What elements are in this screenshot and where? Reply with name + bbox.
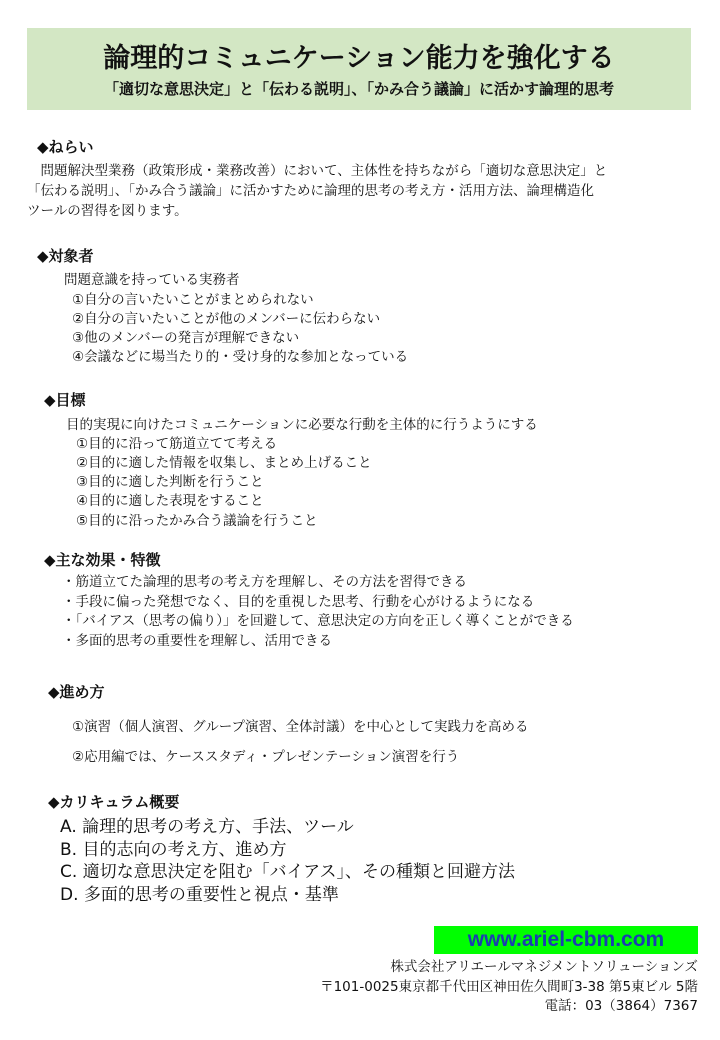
target-item: ①自分の言いたいことがまとめられない bbox=[72, 292, 314, 308]
goal-item: ⑤目的に沿ったかみ合う議論を行うこと bbox=[76, 513, 318, 529]
goal-intro: 目的実現に向けたコミュニケーションに必要な行動を主体的に行うようにする bbox=[66, 417, 538, 433]
goal-item: ③目的に適した判断を行うこと bbox=[76, 474, 264, 490]
aim-line-1: 問題解決型業務（政策形成・業務改善）において、主体性を持ちながら「適切な意思決定」と bbox=[27, 163, 608, 179]
company-address: 〒101-0025東京都千代田区神田佐久間町3-38 第5東ビル 5階 bbox=[320, 979, 698, 995]
effects-item: ・手段に偏った発想でなく、目的を重視した思考、行動を心がけるようになる bbox=[62, 594, 535, 610]
target-item: ②自分の言いたいことが他のメンバーに伝わらない bbox=[72, 311, 381, 327]
curriculum-item: B. 目的志向の考え方、進め方 bbox=[60, 840, 287, 860]
method-item: ①演習（個人演習、グループ演習、全体討議）を中心として実践力を高める bbox=[72, 719, 529, 735]
goal-item: ①目的に沿って筋道立てて考える bbox=[76, 436, 278, 452]
curriculum-heading: ◆カリキュラム概要 bbox=[48, 793, 180, 811]
goal-item: ②目的に適した情報を収集し、まとめ上げること bbox=[76, 455, 372, 471]
aim-line-3: ツールの習得を図ります。 bbox=[27, 203, 188, 219]
effects-heading: ◆主な効果・特徴 bbox=[44, 551, 161, 569]
website-link[interactable]: www.ariel-cbm.com bbox=[434, 926, 698, 954]
company-name: 株式会社アリエールマネジメントソリューションズ bbox=[390, 959, 698, 975]
target-heading: ◆対象者 bbox=[37, 247, 94, 265]
effects-item: ・「バイアス（思考の偏り）」を回避して、意思決定の方向を正しく導くことができる bbox=[62, 613, 574, 629]
method-heading: ◆進め方 bbox=[48, 683, 105, 701]
curriculum-item: A. 論理的思考の考え方、手法、ツール bbox=[60, 817, 354, 837]
effects-item: ・筋道立てた論理的思考の考え方を理解し、その方法を習得できる bbox=[62, 574, 467, 590]
page-title: 論理的コミュニケーション能力を強化する bbox=[103, 43, 615, 74]
curriculum-item: D. 多面的思考の重要性と視点・基準 bbox=[60, 885, 339, 905]
aim-heading: ◆ねらい bbox=[37, 138, 94, 156]
target-item: ④会議などに場当たり的・受け身的な参加となっている bbox=[72, 349, 409, 365]
curriculum-item: C. 適切な意思決定を阻む「バイアス」、その種類と回避方法 bbox=[60, 862, 515, 882]
method-item: ②応用編では、ケーススタディ・プレゼンテーション演習を行う bbox=[72, 749, 460, 765]
goal-heading: ◆目標 bbox=[44, 391, 86, 409]
goal-item: ④目的に適した表現をすること bbox=[76, 493, 264, 509]
aim-line-2: 「伝わる説明」、「かみ合う議論」に活かすために論理的思考の考え方・活用方法、論理構造化 bbox=[27, 183, 594, 199]
page-subtitle: 「適切な意思決定」と「伝わる説明」、「かみ合う議論」に活かす論理的思考 bbox=[103, 80, 614, 98]
effects-item: ・多面的思考の重要性を理解し、活用できる bbox=[62, 633, 332, 649]
target-intro: 問題意識を持っている実務者 bbox=[64, 272, 240, 288]
company-phone: 電話：03（3864）7367 bbox=[544, 998, 698, 1014]
title-banner bbox=[27, 28, 691, 110]
target-item: ③他のメンバーの発言が理解できない bbox=[72, 330, 300, 346]
